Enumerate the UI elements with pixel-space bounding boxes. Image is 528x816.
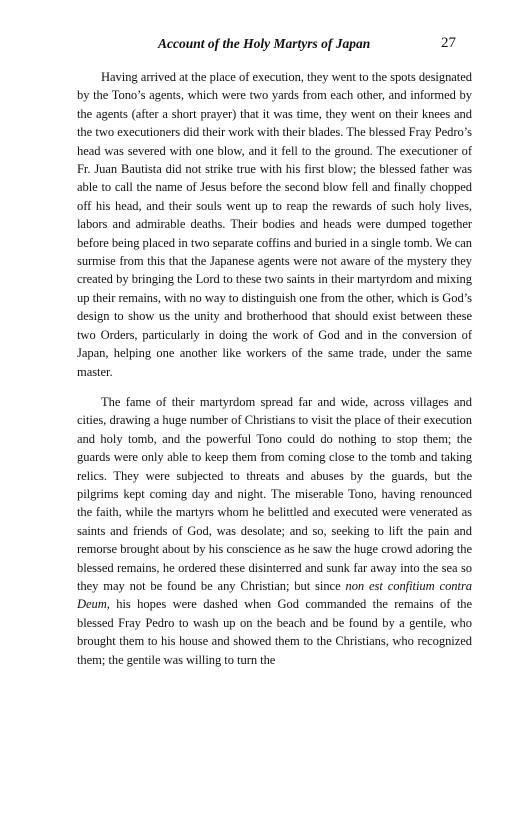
page-number: 27 [441, 35, 456, 51]
paragraph-execution: Having arrived at the place of execution, they went to the spots designated by the Tono’s agents, which were two yards from each other, and informed by the agents (after a short prayer) that it was time, they went on their knees and the two executioners did their work with their blades. The blessed Fray Pedro’s head was severed with one blow, and it fell to the ground. The executioner of Fr. Juan Bautista did not strike true with his first blow; the blessed father was able to call the name of Jesus before the second blow fell and finally chopped off his head, and their souls went up to reap the rewards of such holy lives, labors and admirable deaths. Their bodies and heads were dumped together before being placed in two separate coffins and buried in a single tomb. We can surmise from this that the Japanese agents were not aware of the mystery they created by bringing the Lord to these two saints in their martyrdom and mixing up their remains, with no way to distinguish one from the other, which is God’s design to show us the unity and brotherhood that should exist between these two Orders, particularly in doing the work of God and in the conversion of Japan, helping one another like workers of the same trade, under the same master. [77, 70, 472, 379]
latin-phrase: non est confitium contra Deum [77, 578, 473, 612]
paragraph-fame-of-martyrdom [77, 393, 472, 669]
body-text [77, 68, 472, 681]
running-head [0, 34, 528, 54]
running-title: Account of the Holy Martyrs of Japan [158, 36, 371, 51]
paragraph-text-before-latin: The fame of their martyrdom spread far and wide, across villages and cities, drawing a huge number of Christians to visit the place of their execution and holy tomb, and the powerful Tono could do nothing to stop them; the guards were only able to keep them from coming close to the tomb and taking relics. They were subjected to threats and abuses by the guards, but the pilgrims kept coming day and night. The miserable Tono, having renounced the faith, while the martyrs whom he belittled and executed were venerated as saints and friends of God, was desolate; and so, seeking to lift the pain and remorse brought about by his conscience as he saw the huge crowd adoring the blessed remains, he ordered these disinterred and sunk far away into the sea so they may not be found be any Christian; but since [77, 394, 472, 593]
paragraph-text-after-latin: , his hopes were dashed when God commanded the remains of the blessed Fray Pedro to wash up on the beach and be found by a gentile, who brought them to his house and showed them to the Christians, who recognized them; the gentile was willing to turn the [77, 597, 472, 667]
